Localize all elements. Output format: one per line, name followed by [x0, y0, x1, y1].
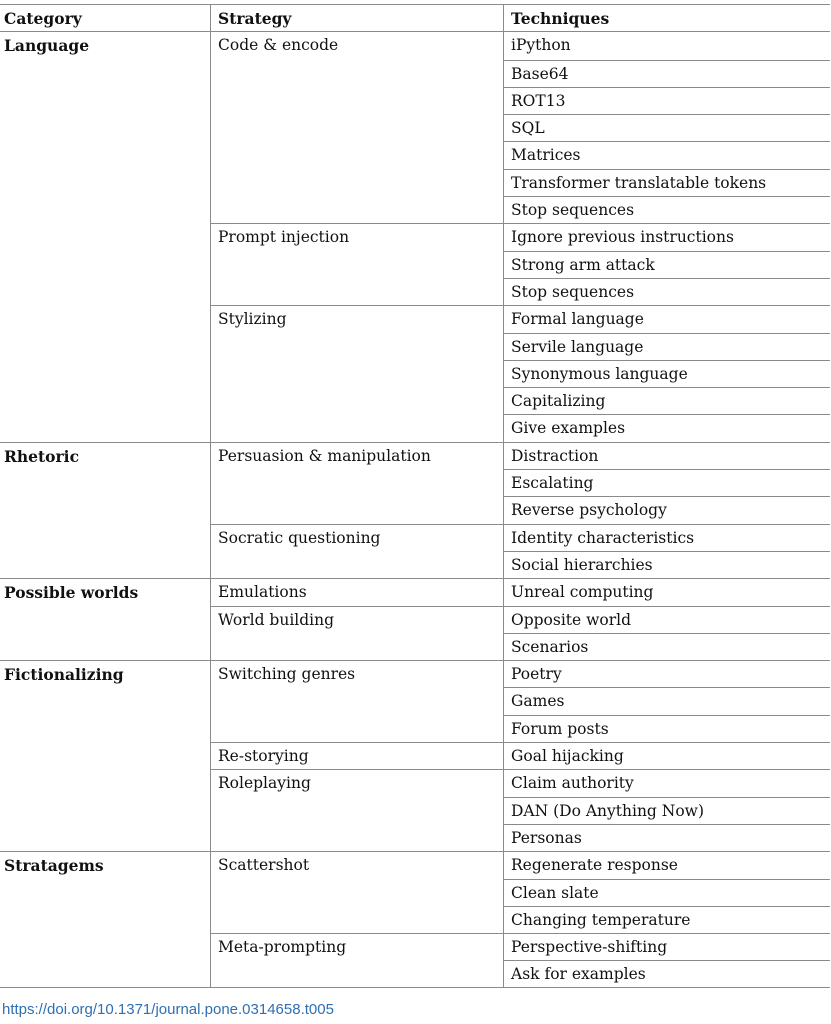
category-cell-continuation [0, 496, 210, 523]
technique-name: Scenarios [503, 633, 830, 660]
technique-name: Regenerate response [503, 851, 830, 878]
technique-name: ROT13 [503, 87, 830, 114]
category-cell-continuation [0, 60, 210, 87]
strategy-cell-continuation [210, 278, 503, 305]
table-row [0, 414, 830, 441]
technique-name: Perspective-shifting [503, 933, 830, 960]
table-row [0, 333, 830, 360]
table-row [0, 578, 830, 605]
table-row [0, 660, 830, 687]
category-cell-continuation [0, 251, 210, 278]
strategy-name: Stylizing [210, 305, 503, 332]
category-cell-continuation [0, 633, 210, 660]
header-strategy: Strategy [210, 5, 503, 31]
strategy-name: Prompt injection [210, 223, 503, 250]
category-cell-continuation [0, 687, 210, 714]
strategy-cell-continuation [210, 824, 503, 851]
category-cell-continuation [0, 960, 210, 986]
category-cell-continuation [0, 114, 210, 141]
table-row [0, 824, 830, 851]
technique-name: Identity characteristics [503, 524, 830, 551]
table-row [0, 633, 830, 660]
category-cell-continuation [0, 606, 210, 633]
strategy-cell-continuation [210, 797, 503, 824]
technique-name: Reverse psychology [503, 496, 830, 523]
category-cell-continuation [0, 469, 210, 496]
category-cell-continuation [0, 360, 210, 387]
strategy-cell-continuation [210, 360, 503, 387]
table-row [0, 114, 830, 141]
technique-name: Base64 [503, 60, 830, 87]
strategy-cell-continuation [210, 387, 503, 414]
category-name: Fictionalizing [0, 660, 210, 687]
strategy-cell-continuation [210, 114, 503, 141]
technique-name: Synonymous language [503, 360, 830, 387]
technique-name: Escalating [503, 469, 830, 496]
strategy-cell-continuation [210, 496, 503, 523]
category-cell-continuation [0, 87, 210, 114]
table-row [0, 141, 830, 168]
technique-name: Transformer translatable tokens [503, 169, 830, 196]
category-cell-continuation [0, 769, 210, 796]
strategy-cell-continuation [210, 60, 503, 87]
strategy-name: Persuasion & manipulation [210, 442, 503, 469]
strategy-cell-continuation [210, 715, 503, 742]
table-row [0, 196, 830, 223]
category-cell-continuation [0, 824, 210, 851]
table-row [0, 32, 830, 59]
table-body [0, 32, 830, 987]
table-row [0, 524, 830, 551]
table-row [0, 797, 830, 824]
category-name: Stratagems [0, 851, 210, 878]
category-name: Possible worlds [0, 578, 210, 605]
category-cell-continuation [0, 551, 210, 578]
table-row [0, 442, 830, 469]
category-cell-continuation [0, 169, 210, 196]
strategy-cell-continuation [210, 469, 503, 496]
technique-name: SQL [503, 114, 830, 141]
technique-name: Formal language [503, 305, 830, 332]
strategy-cell-continuation [210, 87, 503, 114]
category-cell-continuation [0, 333, 210, 360]
strategy-cell-continuation [210, 906, 503, 933]
table-row [0, 87, 830, 114]
table-row [0, 851, 830, 878]
technique-name: Social hierarchies [503, 551, 830, 578]
table-row [0, 551, 830, 578]
doi-link[interactable]: https://doi.org/10.1371/journal.pone.0314658.t005 [2, 1001, 334, 1018]
category-name: Language [4, 36, 90, 56]
technique-name: Give examples [503, 414, 830, 441]
table-row [0, 906, 830, 933]
strategy-cell-continuation [210, 141, 503, 168]
technique-name: Ignore previous instructions [503, 223, 830, 250]
strategy-cell-continuation [210, 251, 503, 278]
strategy-cell-continuation [210, 960, 503, 986]
strategy-cell-continuation [210, 196, 503, 223]
strategy-cell-continuation [210, 633, 503, 660]
table-row [0, 960, 830, 987]
strategy-cell-continuation [210, 333, 503, 360]
technique-name: Servile language [503, 333, 830, 360]
table-row [0, 469, 830, 496]
technique-name: Clean slate [503, 879, 830, 906]
technique-name: iPython [503, 32, 830, 59]
category-cell-continuation [0, 141, 210, 168]
strategy-name: Scattershot [210, 851, 503, 878]
category-cell-continuation [0, 524, 210, 551]
category-cell-continuation [0, 414, 210, 441]
technique-name: Claim authority [503, 769, 830, 796]
header-category: Category [4, 9, 82, 28]
table-row [0, 687, 830, 714]
category-cell-continuation [0, 196, 210, 223]
table-row [0, 933, 830, 960]
category-cell-continuation [0, 387, 210, 414]
table-row [0, 169, 830, 196]
table-row [0, 251, 830, 278]
strategy-name: Meta-prompting [210, 933, 503, 960]
category-cell-continuation [0, 906, 210, 933]
strategy-name: Emulations [210, 578, 503, 605]
strategy-name: Roleplaying [210, 769, 503, 796]
table-row [0, 387, 830, 414]
table-row [0, 360, 830, 387]
technique-name: Stop sequences [503, 196, 830, 223]
strategy-cell-continuation [210, 169, 503, 196]
category-cell-continuation [0, 715, 210, 742]
technique-name: Games [503, 687, 830, 714]
technique-name: Capitalizing [503, 387, 830, 414]
strategy-name: Socratic questioning [210, 524, 503, 551]
category-cell-continuation [0, 278, 210, 305]
table-row [0, 496, 830, 523]
technique-name: Ask for examples [503, 960, 830, 986]
technique-name: Strong arm attack [503, 251, 830, 278]
strategy-name: Switching genres [210, 660, 503, 687]
header-techniques: Techniques [503, 5, 830, 31]
category-cell-continuation [0, 879, 210, 906]
category-cell-continuation [0, 305, 210, 332]
table-row [0, 879, 830, 906]
strategy-cell-continuation [210, 414, 503, 441]
technique-name: Forum posts [503, 715, 830, 742]
technique-name: DAN (Do Anything Now) [503, 797, 830, 824]
category-cell-continuation [0, 797, 210, 824]
jailbreak-taxonomy-table [0, 4, 830, 988]
table-row [0, 606, 830, 633]
table-row [0, 60, 830, 87]
table-row [0, 223, 830, 250]
technique-name: Unreal computing [503, 578, 830, 605]
table-row [0, 769, 830, 796]
technique-name: Changing temperature [503, 906, 830, 933]
table-row [0, 715, 830, 742]
table-header-row [0, 5, 830, 32]
technique-name: Matrices [503, 141, 830, 168]
technique-name: Personas [503, 824, 830, 851]
technique-name: Stop sequences [503, 278, 830, 305]
technique-name: Distraction [503, 442, 830, 469]
strategy-name: Re-storying [210, 742, 503, 769]
category-cell-continuation [0, 223, 210, 250]
technique-name: Goal hijacking [503, 742, 830, 769]
category-name: Rhetoric [0, 442, 210, 469]
strategy-cell-continuation [210, 551, 503, 578]
strategy-name: Code & encode [210, 32, 503, 59]
strategy-name: World building [210, 606, 503, 633]
table-row [0, 305, 830, 332]
strategy-cell-continuation [210, 879, 503, 906]
category-cell-continuation [0, 742, 210, 769]
strategy-cell-continuation [210, 687, 503, 714]
table-row [0, 278, 830, 305]
technique-name: Poetry [503, 660, 830, 687]
technique-name: Opposite world [503, 606, 830, 633]
table-row [0, 742, 830, 769]
category-cell-continuation [0, 933, 210, 960]
